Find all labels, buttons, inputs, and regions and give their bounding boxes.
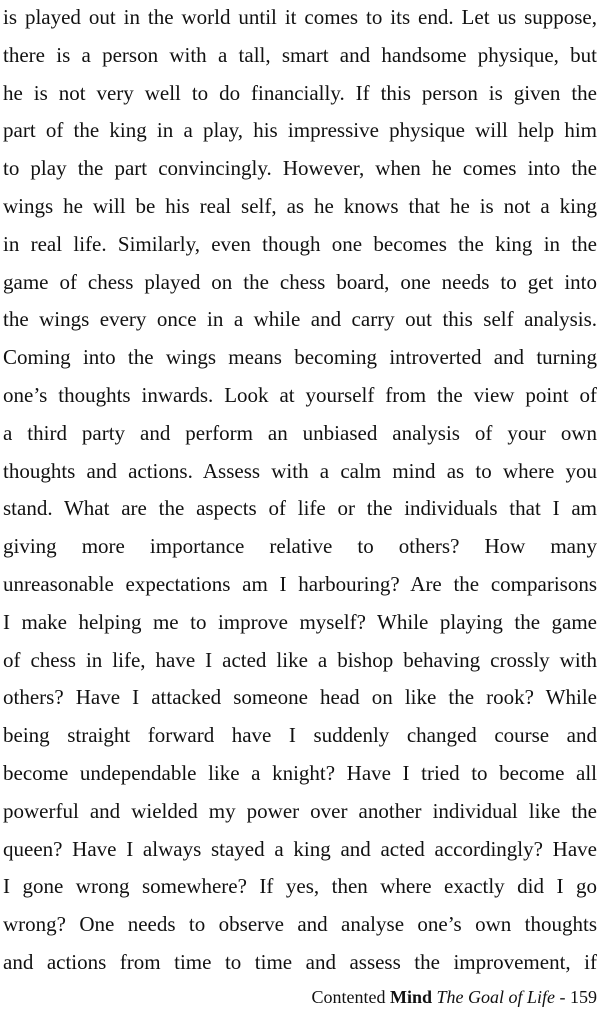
text-line: is played out in the world until it comes to its end. Let us suppose,: [3, 5, 597, 29]
text-line: unreasonable expectations am I harbouring? Are the comparisons: [3, 571, 597, 596]
text-line: there is a person with a tall, smart and handsome physique, but: [3, 42, 597, 67]
text-line: one’s thoughts inwards. Look at yourself from the view point of: [3, 382, 597, 407]
text-line: I gone wrong somewhere? If yes, then where exactly did I go: [3, 874, 597, 899]
page-number: - 159: [555, 987, 597, 1007]
footer-title-bold: Mind: [389, 987, 432, 1007]
text-line: others? Have I attacked someone head on like the rook? While: [3, 685, 597, 710]
text-line: powerful and wielded my power over another individual like the: [3, 798, 597, 823]
page-footer: [311, 984, 597, 1010]
text-line: thoughts and actions. Assess with a calm mind as to where you: [3, 458, 597, 483]
text-line: Coming into the wings means becoming introverted and turning: [3, 345, 597, 370]
text-line: a third party and perform an unbiased analysis of your own: [3, 420, 597, 445]
body-text: [3, 0, 597, 982]
text-line: wings he will be his real self, as he knows that he is not a king: [3, 193, 597, 218]
text-line: become undependable like a knight? Have I tried to become all: [3, 760, 597, 785]
text-line: of chess in life, have I acted like a bishop behaving crossly with: [3, 647, 597, 672]
text-line: I make helping me to improve myself? While playing the game: [3, 609, 597, 634]
text-line: to play the part convincingly. However, when he comes into the: [3, 156, 597, 181]
footer-prefix: Contented: [311, 987, 390, 1007]
text-line: the wings every once in a while and carry out this self analysis.: [3, 307, 597, 332]
text-line: wrong? One needs to observe and analyse one’s own thoughts: [3, 912, 597, 937]
text-line: and actions from time to time and assess the improvement, if: [3, 949, 597, 974]
footer-title-italic: The Goal of Life: [431, 987, 555, 1007]
text-line: part of the king in a play, his impressive physique will help him: [3, 118, 597, 143]
text-line: he is not very well to do financially. If this person is given the: [3, 80, 597, 105]
text-line: giving more importance relative to others? How many: [3, 534, 597, 559]
text-line: queen? Have I always stayed a king and acted accordingly? Have: [3, 836, 597, 861]
text-line: stand. What are the aspects of life or the individuals that I am: [3, 496, 597, 521]
text-line: game of chess played on the chess board, one needs to get into: [3, 269, 597, 294]
text-line: in real life. Similarly, even though one becomes the king in the: [3, 231, 597, 256]
text-line: being straight forward have I suddenly changed course and: [3, 723, 597, 748]
